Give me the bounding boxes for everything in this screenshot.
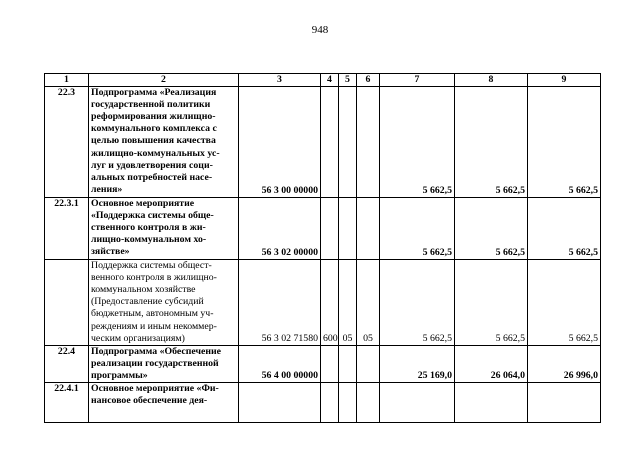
rz-cell	[339, 346, 357, 383]
amount-year-2: 26 064,0	[455, 346, 528, 383]
table-row	[45, 346, 601, 383]
amount-year-2: 5 662,5	[455, 260, 528, 346]
description-line: ления»	[91, 183, 123, 195]
item-number: 22.4	[45, 346, 89, 383]
description-line: луг и удовлетворения соци-	[91, 159, 213, 171]
description-line: нансовое обеспечение дея-	[91, 395, 208, 407]
budget-code	[239, 383, 321, 423]
description-line: реформирования жилищно-	[91, 111, 216, 123]
item-number: 22.3	[45, 87, 89, 198]
item-description	[89, 260, 239, 346]
description-line: бюджетным, автономным уч-	[91, 308, 214, 320]
description-line: целью повышения качества	[91, 135, 216, 147]
description-line: «Поддержка системы обще-	[91, 210, 214, 222]
description-line: реализации государственной	[91, 358, 219, 370]
item-description	[89, 383, 239, 423]
header-cell: 8	[455, 74, 528, 87]
header-cell: 5	[339, 74, 357, 87]
rz-cell: 05	[339, 260, 357, 346]
description-line: Поддержка системы общест-	[91, 260, 212, 272]
rz-cell	[339, 87, 357, 198]
rz-cell	[339, 383, 357, 423]
pr-cell: 05	[357, 260, 380, 346]
amount-year-2: 5 662,5	[455, 87, 528, 198]
header-cell: 9	[528, 74, 601, 87]
header-cell: 3	[239, 74, 321, 87]
header-cell: 2	[89, 74, 239, 87]
description-line: ственного контроля в жи-	[91, 222, 206, 234]
rz-cell	[339, 198, 357, 260]
description-line: коммунального комплекса с	[91, 123, 217, 135]
budget-code: 56 3 02 00000	[239, 198, 321, 260]
description-line: реждениям и иным некоммер-	[91, 320, 217, 332]
vr-cell	[321, 383, 339, 423]
description-line: лищно-коммунальном хо-	[91, 234, 207, 246]
pr-cell	[357, 383, 380, 423]
item-description	[89, 346, 239, 383]
budget-code: 56 3 02 71580	[239, 260, 321, 346]
item-number	[45, 260, 89, 346]
table-row	[45, 198, 601, 260]
amount-year-1: 5 662,5	[380, 87, 455, 198]
header-cell: 7	[380, 74, 455, 87]
item-number: 22.3.1	[45, 198, 89, 260]
pr-cell	[357, 346, 380, 383]
amount-year-1: 5 662,5	[380, 198, 455, 260]
description-line: программы»	[91, 370, 148, 382]
amount-year-1	[380, 383, 455, 423]
amount-year-2: 5 662,5	[455, 198, 528, 260]
amount-year-3: 26 996,0	[528, 346, 601, 383]
description-line: Основное мероприятие	[91, 198, 195, 210]
description-line: венного контроля в жилищно-	[91, 272, 217, 284]
vr-cell	[321, 346, 339, 383]
description-line: государственной политики	[91, 99, 211, 111]
description-line: альных потребностей насе-	[91, 171, 213, 183]
pr-cell	[357, 87, 380, 198]
description-line: (Предоставление субсидий	[91, 296, 204, 308]
header-cell: 4	[321, 74, 339, 87]
budget-code: 56 4 00 00000	[239, 346, 321, 383]
header-cell: 1	[45, 74, 89, 87]
header-cell: 6	[357, 74, 380, 87]
table-row	[45, 87, 601, 198]
vr-cell	[321, 198, 339, 260]
amount-year-1: 5 662,5	[380, 260, 455, 346]
table-header-row	[45, 74, 601, 87]
amount-year-3: 5 662,5	[528, 260, 601, 346]
amount-year-2	[455, 383, 528, 423]
amount-year-3	[528, 383, 601, 423]
description-line: Подпрограмма «Реализация	[91, 87, 217, 99]
table-row	[45, 383, 601, 423]
item-description	[89, 87, 239, 198]
vr-cell	[321, 87, 339, 198]
pr-cell	[357, 198, 380, 260]
budget-code: 56 3 00 00000	[239, 87, 321, 198]
description-line: Подпрограмма «Обеспечение	[91, 346, 221, 358]
page-number: 948	[311, 24, 329, 36]
description-line: ческим организациям)	[91, 332, 185, 344]
amount-year-3: 5 662,5	[528, 198, 601, 260]
amount-year-3: 5 662,5	[528, 87, 601, 198]
budget-table	[44, 73, 601, 423]
description-line: коммунальном хозяйстве	[91, 284, 196, 296]
vr-cell: 600	[321, 260, 339, 346]
description-line: Основное мероприятие «Фи-	[91, 383, 219, 395]
description-line: жилищно-коммунальных ус-	[91, 147, 220, 159]
amount-year-1: 25 169,0	[380, 346, 455, 383]
table-row	[45, 260, 601, 346]
item-description	[89, 198, 239, 260]
item-number: 22.4.1	[45, 383, 89, 423]
description-line: зяйстве»	[91, 246, 130, 258]
